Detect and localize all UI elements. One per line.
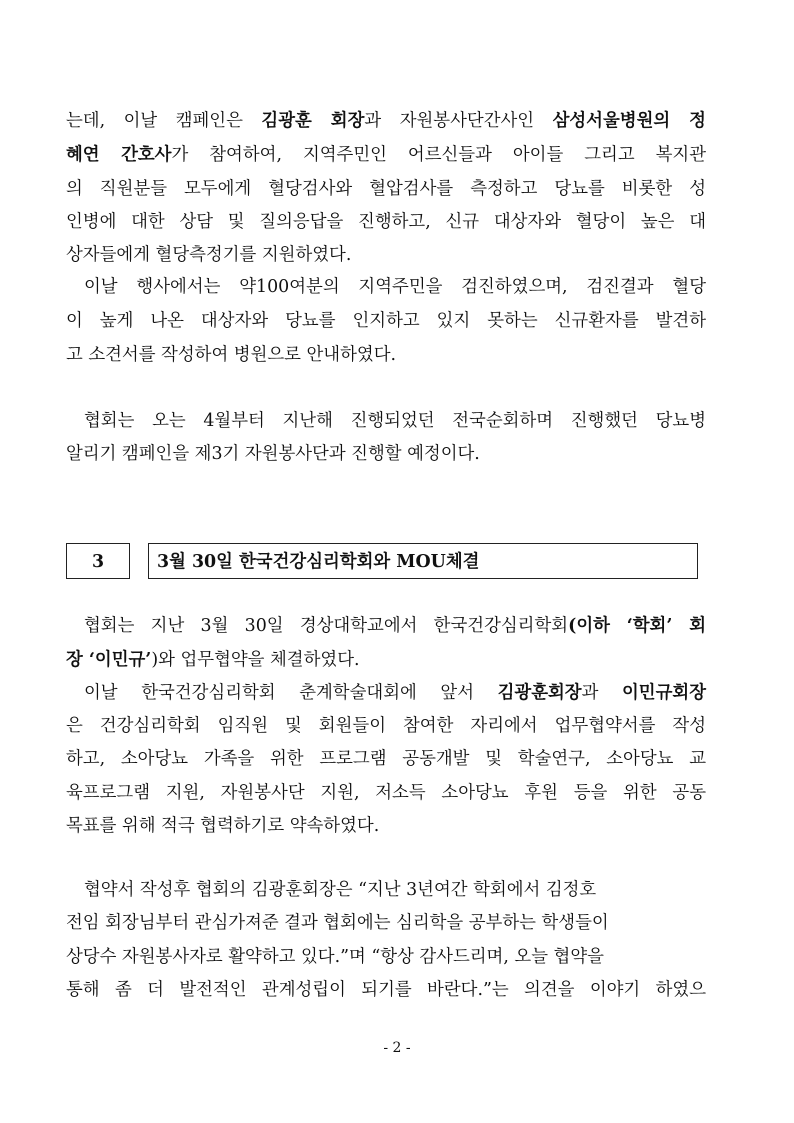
text-line: 육프로그램 지원, 자원봉사단 지원, 저소득 소아당뇨 후원 등을 위한 공동 [66,783,706,803]
text-line: 알리기 캠페인을 제3기 자원봉사단과 진행할 예정이다. [66,444,480,464]
bold-name: 김광훈 회장 [261,111,365,131]
section-title-box: 3월 30일 한국건강심리학회와 MOU체결 [148,543,698,579]
section-number-box: 3 [66,543,130,579]
text-line: 협약서 작성후 협회의 김광훈회장은 “지난 3년여간 학회에서 김정호 [84,880,597,900]
text-line: 이 높게 나온 대상자와 당뇨를 인지하고 있지 못하는 신규환자를 발견하 [66,311,706,331]
page-number: - 2 - [383,1040,411,1056]
text-line: 이날 행사에서는 약100여분의 지역주민을 검진하였으며, 검진결과 혈당 [84,277,706,297]
text-line [84,677,706,710]
bold-text: 장 ‘이민규’ [66,650,152,670]
text-line [66,644,706,677]
text-span: 이날 한국건강심리학회 춘계학술대회에 앞서 [84,683,498,703]
text-line [84,610,706,643]
bold-name: 삼성서울병원의 정 [552,111,706,131]
text-span: 는데, 이날 캠페인은 [66,111,262,131]
text-line: 상자들에게 혈당측정기를 지원하였다. [66,245,352,265]
text-line: 은 건강심리학회 임직원 및 회원들이 참여한 자리에서 업무협약서를 작성 [66,716,706,736]
text-span: 협회는 지난 3월 30일 경상대학교에서 한국건강심리학회 [84,616,569,636]
text-line: 하고, 소아당뇨 가족을 위한 프로그램 공동개발 및 학술연구, 소아당뇨 교 [66,749,706,769]
text-span: 과 [581,683,622,703]
text-line [66,139,706,172]
text-line: 의 직원분들 모두에게 혈당검사와 혈압검사를 측정하고 당뇨를 비롯한 성 [66,179,706,199]
text-line: 상당수 자원봉사자로 활약하고 있다.”며 “항상 감사드리며, 오늘 협약을 [66,947,604,967]
text-line: 목표를 위해 적극 협력하기로 약속하였다. [66,816,380,836]
text-line: 전임 회장님부터 관심가져준 결과 협회에는 심리학을 공부하는 학생들이 [66,913,609,933]
text-line [66,105,706,138]
bold-name: 혜연 간호사 [66,145,172,165]
text-span: )와 업무협약을 체결하였다. [151,650,360,670]
bold-name: 김광훈회장 [497,683,582,703]
text-span: 가 참여하여, 지역주민인 어르신들과 아이들 그리고 복지관 [171,145,706,165]
text-line: 통해 좀 더 발전적인 관계성립이 되기를 바란다.”는 의견을 이야기 하였으 [66,980,706,1000]
text-span: 과 자원봉사단간사인 [364,111,553,131]
bold-text: (이하 ‘학회’ 회 [568,616,707,636]
text-line: 고 소견서를 작성하여 병원으로 안내하였다. [66,345,397,365]
text-line: 인병에 대한 상담 및 질의응답을 진행하고, 신규 대상자와 혈당이 높은 대 [66,212,706,232]
bold-name: 이민규회장 [622,683,706,703]
text-line: 협회는 오는 4월부터 지난해 진행되었던 전국순회하며 진행했던 당뇨병 [84,411,706,431]
